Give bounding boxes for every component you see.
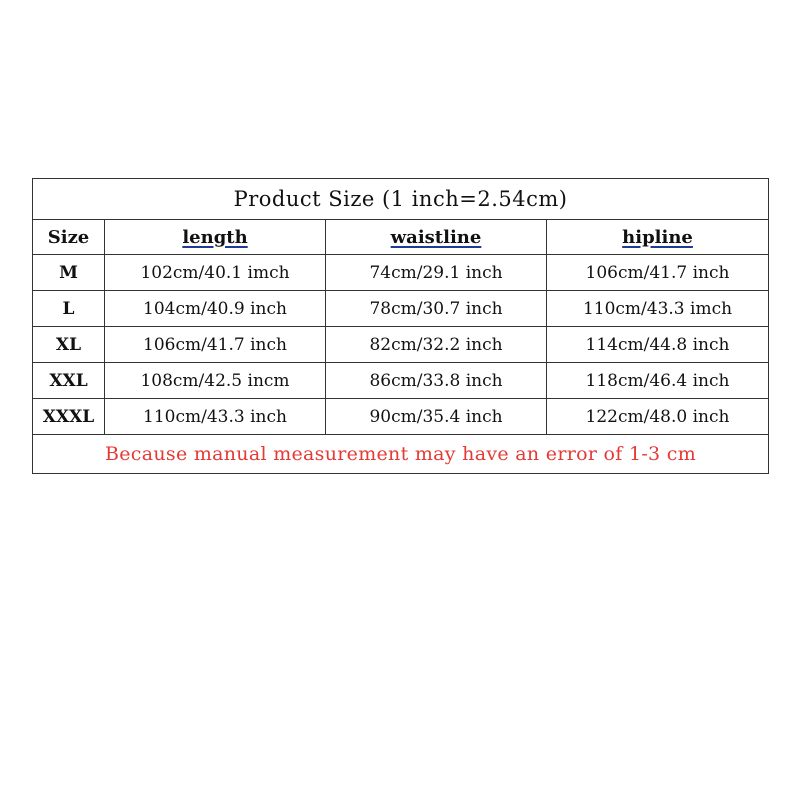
size-cell: M: [33, 255, 105, 291]
header-row: [33, 220, 769, 255]
header-size: Size: [33, 220, 105, 255]
waistline-cell: 78cm/30.7 inch: [326, 291, 547, 327]
header-waistline-label: waistline: [390, 226, 482, 248]
measurement-note: Because manual measurement may have an error of 1-3 cm: [33, 435, 769, 474]
header-length: [105, 220, 326, 255]
header-length-label: length: [182, 226, 248, 248]
size-cell: L: [33, 291, 105, 327]
length-cell: 104cm/40.9 inch: [105, 291, 326, 327]
length-cell: 110cm/43.3 inch: [105, 399, 326, 435]
hipline-cell: 118cm/46.4 inch: [547, 363, 769, 399]
size-cell: XL: [33, 327, 105, 363]
title-row: [33, 179, 769, 220]
header-hipline: [547, 220, 769, 255]
waistline-cell: 74cm/29.1 inch: [326, 255, 547, 291]
table-row: [33, 399, 769, 435]
note-row: [33, 435, 769, 474]
header-waistline: [326, 220, 547, 255]
hipline-cell: 122cm/48.0 inch: [547, 399, 769, 435]
table-row: [33, 255, 769, 291]
size-cell: XXL: [33, 363, 105, 399]
table-row: [33, 327, 769, 363]
hipline-cell: 106cm/41.7 inch: [547, 255, 769, 291]
table-row: [33, 363, 769, 399]
waistline-cell: 86cm/33.8 inch: [326, 363, 547, 399]
size-cell: XXXL: [33, 399, 105, 435]
length-cell: 102cm/40.1 imch: [105, 255, 326, 291]
hipline-cell: 114cm/44.8 inch: [547, 327, 769, 363]
waistline-cell: 82cm/32.2 inch: [326, 327, 547, 363]
length-cell: 108cm/42.5 incm: [105, 363, 326, 399]
hipline-cell: 110cm/43.3 imch: [547, 291, 769, 327]
waistline-cell: 90cm/35.4 inch: [326, 399, 547, 435]
length-cell: 106cm/41.7 inch: [105, 327, 326, 363]
table-title: Product Size (1 inch=2.54cm): [33, 179, 769, 220]
size-chart-table: [32, 178, 769, 474]
table-row: [33, 291, 769, 327]
header-hipline-label: hipline: [622, 226, 693, 248]
